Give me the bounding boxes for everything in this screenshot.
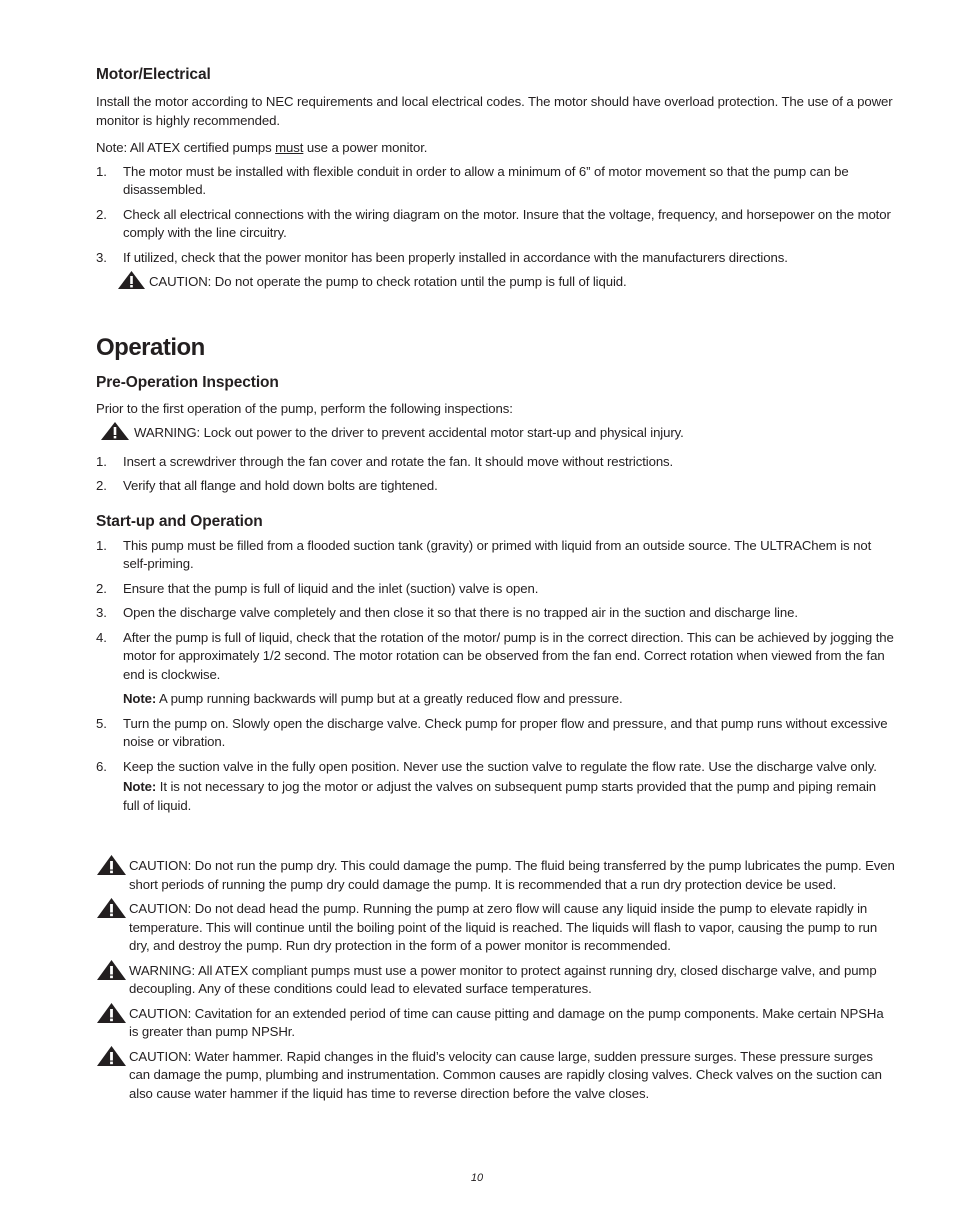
motor-electrical-heading: Motor/Electrical — [96, 66, 211, 83]
warning-text: CAUTION: Cavitation for an extended period of time can cause pitting and damage on the pump components. Make certain NPSHa is greater than pump NPSHr. — [129, 1005, 884, 1039]
warning-text: WARNING: All ATEX compliant pumps must use a power monitor to protect against running dry, closed discharge valve, and pump decoupling. Any of these conditions could lead to elevated surface temperatures. — [129, 962, 877, 996]
warning-item — [96, 962, 896, 999]
page-content — [96, 64, 896, 1103]
warning-triangle-icon — [96, 1045, 127, 1073]
pre-item-1 — [96, 453, 896, 472]
pre-operation-warning-text: WARNING: Lock out power to the driver to prevent accidental motor start-up and physical injury. — [134, 425, 684, 440]
list-text: The motor must be installed with flexible conduit in order to allow a minimum of 6” of motor movement so that the pump can be disassembled. — [123, 163, 849, 197]
pre-operation-intro: Prior to the first operation of the pump, perform the following inspections: — [96, 400, 513, 416]
warning-triangle-icon — [96, 959, 127, 987]
list-number: 3. — [96, 605, 107, 620]
warning-item — [96, 900, 896, 956]
list-number: 1. — [96, 537, 107, 553]
start-item-1 — [96, 537, 896, 574]
pre-operation-warning — [96, 424, 896, 447]
list-number: 2. — [96, 580, 107, 596]
note-text: It is not necessary to jog the motor or adjust the valves on subsequent pump starts provided that the pump and piping remain full of liquid. — [123, 779, 877, 813]
pre-item-2 — [96, 477, 896, 496]
motor-note — [96, 139, 896, 158]
warning-triangle-icon — [96, 1002, 127, 1030]
start-item-6 — [96, 758, 896, 777]
list-number: 4. — [96, 629, 107, 645]
list-text: Check all electrical connections with the wiring diagram on the motor. Insure that the voltage, frequency, and horsepower on the motor comply with the line circuitry. — [123, 206, 891, 240]
note-label: Note: — [123, 779, 157, 794]
warning-item — [96, 1048, 896, 1104]
list-text: Ensure that the pump is full of liquid and the inlet (suction) valve is open. — [123, 580, 539, 596]
list-number: 2. — [96, 478, 107, 493]
list-text: After the pump is full of liquid, check that the rotation of the motor/ pump is in the correct direction. This can be achieved by jogging the motor for approximately 1/2 second. The motor rotation can be observed from the fan end. Correct rotation when viewed from the fan end is clockwise. — [123, 629, 894, 682]
motor-caution-text: CAUTION: Do not operate the pump to check rotation until the pump is full of liquid. — [149, 274, 627, 289]
motor-note-underline: must — [275, 140, 304, 155]
list-text: This pump must be filled from a flooded suction tank (gravity) or primed with liquid from an outside source. The ULTRAChem is not self-priming. — [123, 537, 872, 571]
start-item-2 — [96, 580, 896, 599]
warning-text: CAUTION: Do not dead head the pump. Running the pump at zero flow will cause any liquid inside the pump to elevate rapidly in temperature. This will continue until the boiling point of the liquid is reached. The liquids will flash to vapor, causing the pump to run dry, and destroy the pump. Run dry protection in the form of a power monitor is recommended. — [129, 901, 878, 953]
warning-triangle-icon — [100, 421, 130, 447]
note-text: A pump running backwards will pump but at a greatly reduced flow and pressure. — [156, 691, 623, 706]
operation-heading: Operation — [96, 333, 205, 361]
start-item-3 — [96, 604, 896, 623]
list-number: 6. — [96, 758, 107, 774]
list-number: 1. — [96, 163, 107, 179]
warnings-list — [96, 857, 896, 1103]
warning-item — [96, 1005, 896, 1042]
motor-item-1 — [96, 163, 896, 200]
pre-operation-heading: Pre-Operation Inspection — [96, 373, 279, 391]
list-text: Verify that all flange and hold down bolts are tightened. — [123, 478, 438, 493]
warning-triangle-icon — [117, 270, 146, 296]
motor-item-3 — [96, 249, 896, 268]
start-up-heading: Start-up and Operation — [96, 512, 263, 530]
start-item-4 — [96, 629, 896, 685]
motor-note-post: use a power monitor. — [303, 140, 428, 155]
list-number: 2. — [96, 206, 107, 222]
start-item-4-note — [96, 690, 896, 709]
start-item-5 — [96, 715, 896, 752]
warning-text: CAUTION: Water hammer. Rapid changes in the fluid’s velocity can cause large, sudden pressure surges. These pressure surges can damage the pump, plumbing and instrumentation. Common causes are rapidly closing valves. Check valves on the suction can also cause water hammer if the liquid has time to reverse direction before the valve closes. — [129, 1048, 882, 1101]
warning-text: CAUTION: Do not run the pump dry. This could damage the pump. The fluid being transferred by the pump lubricates the pump. Even short periods of running the pump dry could damage the pump. It is recommended that a run dry protection device be used. — [129, 858, 895, 892]
list-text: If utilized, check that the power monitor has been properly installed in accordance with the manufacturers directions. — [123, 249, 788, 265]
note-label: Note: — [123, 691, 157, 706]
warning-triangle-icon — [96, 897, 127, 925]
warning-item — [96, 857, 896, 894]
page-number: 10 — [470, 1172, 484, 1184]
motor-intro: Install the motor according to NEC requirements and local electrical codes. The motor should have overload protection. The use of a power monitor is highly recommended. — [96, 94, 893, 128]
list-number: 5. — [96, 715, 107, 731]
list-number: 3. — [96, 249, 107, 265]
start-item-6-note — [96, 778, 896, 815]
motor-item-2 — [96, 206, 896, 243]
list-text: Turn the pump on. Slowly open the discharge valve. Check pump for proper flow and pressure, and that pump runs without excessive noise or vibration. — [123, 715, 888, 749]
motor-caution — [96, 273, 896, 296]
list-text: Open the discharge valve completely and then close it so that there is no trapped air in the suction and discharge line. — [123, 605, 798, 620]
list-text: Insert a screwdriver through the fan cover and rotate the fan. It should move without restrictions. — [123, 453, 674, 469]
motor-note-pre: Note: All ATEX certified pumps — [96, 140, 276, 155]
warning-triangle-icon — [96, 854, 127, 882]
list-text: Keep the suction valve in the fully open position. Never use the suction valve to regulate the flow rate. Use the discharge valve only. — [123, 758, 877, 774]
list-number: 1. — [96, 453, 107, 469]
